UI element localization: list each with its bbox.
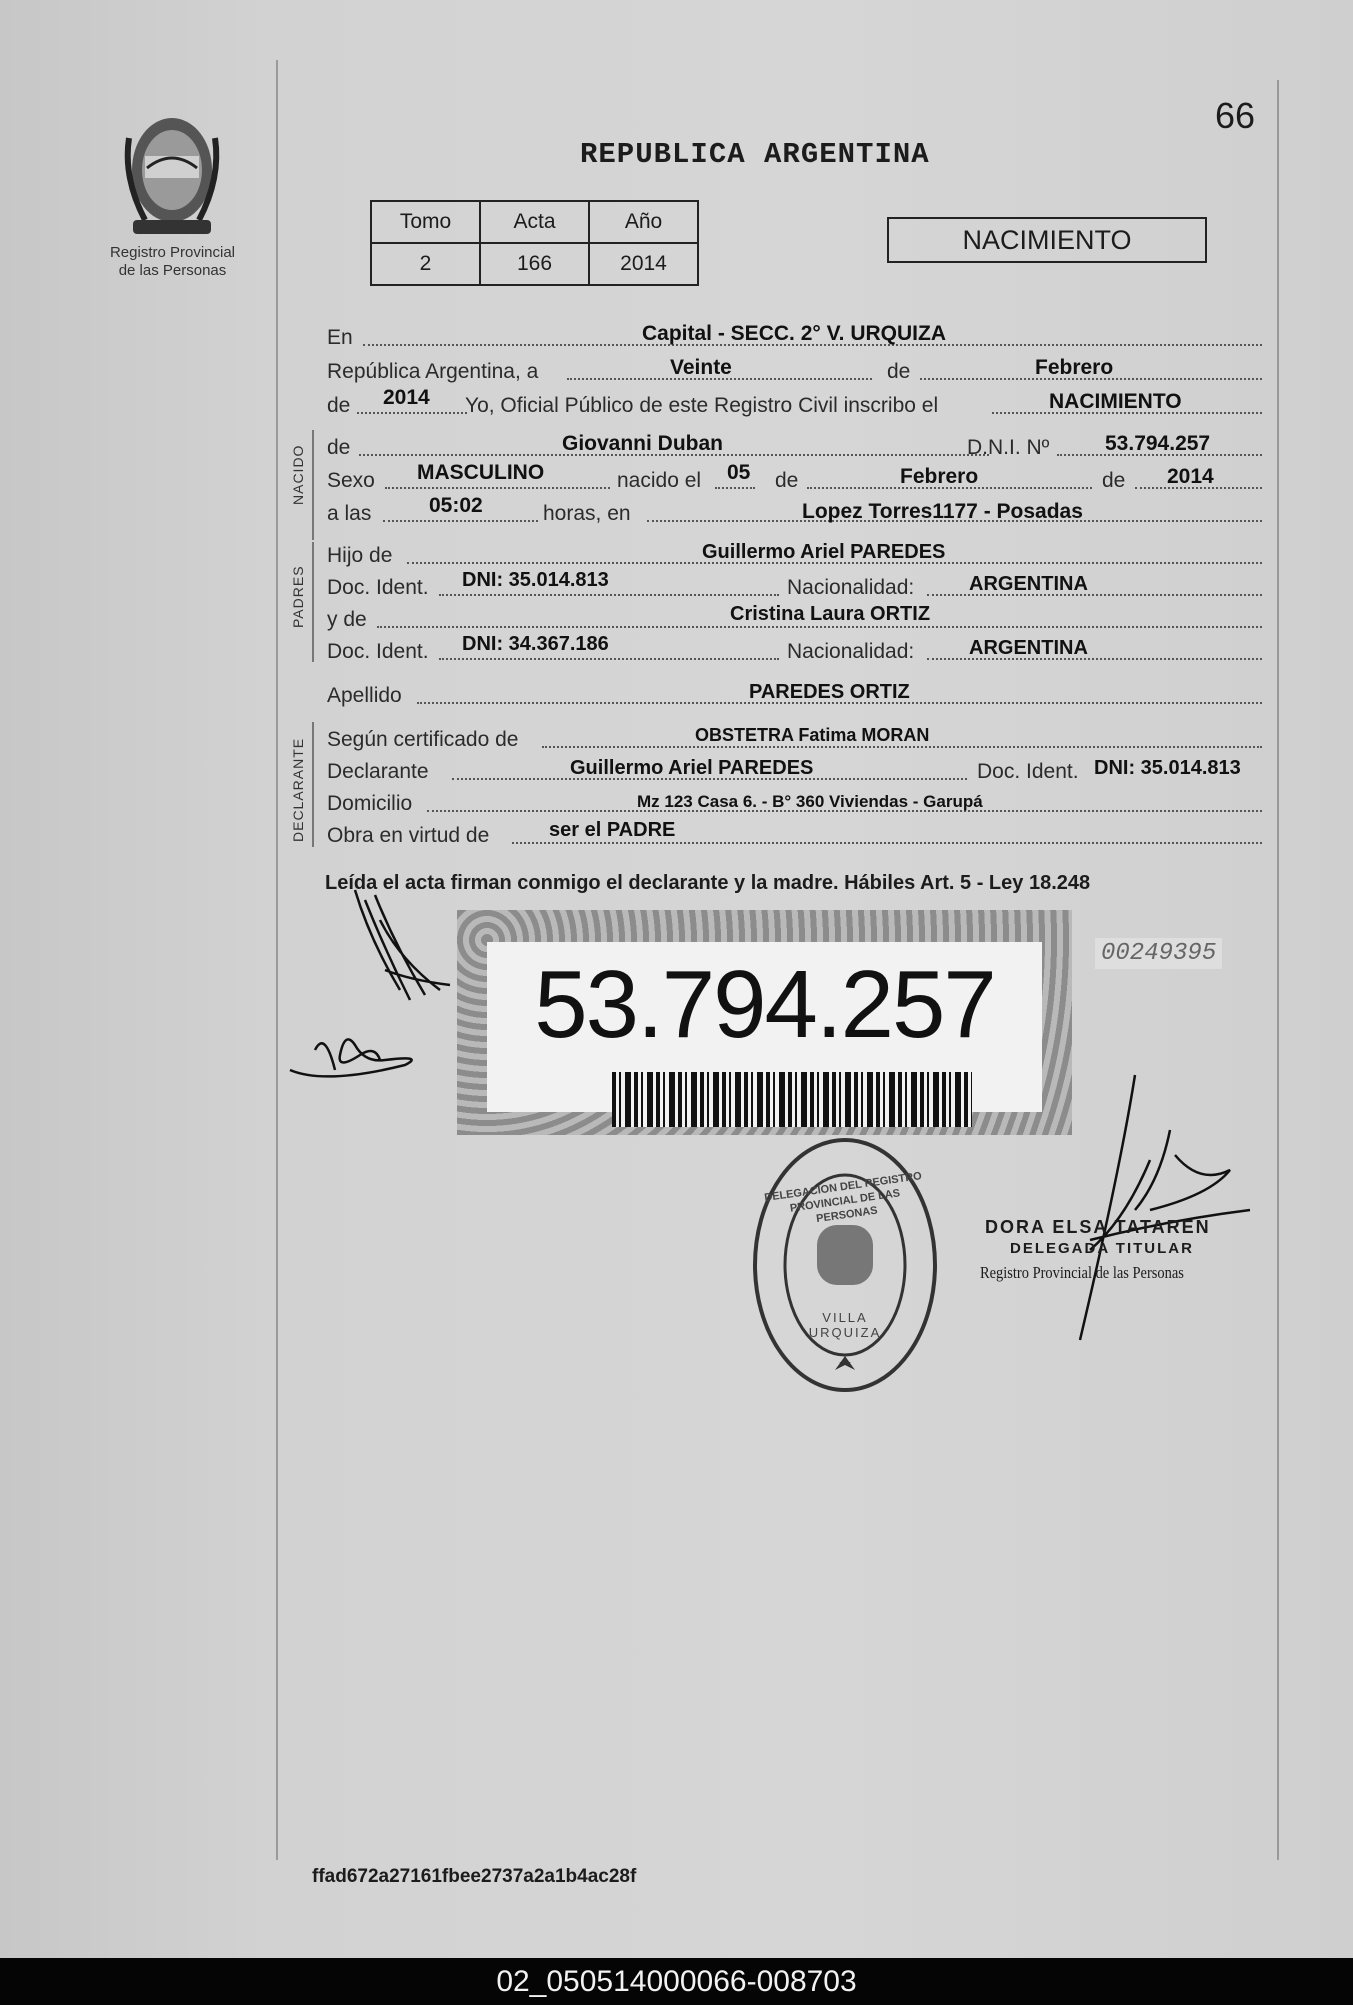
section-divider bbox=[312, 430, 314, 540]
table-header-row bbox=[371, 201, 698, 243]
document-id: 02_050514000066-008703 bbox=[496, 1965, 857, 1998]
label-nacionalidad-padre: Nacionalidad: bbox=[787, 576, 915, 599]
value-nac-dia: 05 bbox=[727, 461, 751, 484]
row-apellido bbox=[327, 680, 1262, 710]
label-doc-ident-madre: Doc. Ident. bbox=[327, 640, 429, 663]
row-sexo-nacimiento bbox=[327, 461, 1262, 495]
value-certificado: OBSTETRA Fatima MORAN bbox=[695, 725, 930, 745]
section-divider bbox=[312, 722, 314, 847]
value-sexo: MASCULINO bbox=[417, 461, 545, 484]
label-y-de: y de bbox=[327, 608, 367, 631]
row-lugar bbox=[327, 322, 1262, 352]
value-nombre: Giovanni Duban bbox=[562, 432, 724, 455]
label-yo-oficial: Yo, Oficial Público de este Registro Civil inscribo el bbox=[465, 394, 939, 417]
official-role: DELEGADA TITULAR bbox=[1010, 1240, 1194, 1257]
label-republica: República Argentina, a bbox=[327, 360, 539, 383]
label-de-nac-anio: de bbox=[1102, 469, 1126, 492]
value-dni: 53.794.257 bbox=[1105, 432, 1211, 455]
value-madre-nacionalidad: ARGENTINA bbox=[969, 637, 1088, 659]
value-padre-doc: DNI: 35.014.813 bbox=[462, 569, 609, 591]
label-declarante: Declarante bbox=[327, 760, 429, 783]
label-horas-en: horas, en bbox=[543, 502, 631, 525]
row-nombre bbox=[327, 432, 1262, 462]
label-domicilio: Domicilio bbox=[327, 792, 413, 815]
value-madre-doc: DNI: 34.367.186 bbox=[462, 633, 609, 655]
province-coat-of-arms-logo bbox=[115, 108, 230, 238]
barcode-label bbox=[487, 942, 1042, 1112]
record-type-box: NACIMIENTO bbox=[887, 217, 1207, 263]
value-lugar-nacimiento: Lopez Torres1177 - Posadas bbox=[802, 500, 1083, 523]
value-dia: Veinte bbox=[670, 356, 732, 379]
dotted-line bbox=[542, 746, 1262, 748]
value-declarante: Guillermo Ariel PAREDES bbox=[570, 757, 814, 779]
label-nacionalidad-madre: Nacionalidad: bbox=[787, 640, 915, 663]
logo-caption-line-1: Registro Provincial bbox=[109, 244, 236, 261]
row-madre-doc bbox=[327, 633, 1262, 666]
value-domicilio: Mz 123 Casa 6. - B° 360 Viviendas - Garupá bbox=[637, 792, 983, 811]
barcode-number: 53.794.257 bbox=[534, 951, 995, 1058]
stamp-ring-text: DELEGACION DEL REGISTRO PROVINCIAL DE LAS PERSONAS bbox=[763, 1170, 923, 1226]
right-margin-line bbox=[1277, 80, 1279, 1860]
closing-note: Leída el acta firman conmigo el declarante y la madre. Hábiles Art. 5 - Ley 18.248 bbox=[325, 872, 1091, 894]
value-padre-nacionalidad: ARGENTINA bbox=[969, 573, 1088, 595]
section-label-padres: PADRES bbox=[290, 565, 306, 628]
dotted-line bbox=[715, 487, 755, 489]
document-hash: ffad672a27161fbee2737a2a1b4ac28f bbox=[312, 1866, 637, 1887]
label-de-nac-mes: de bbox=[775, 469, 799, 492]
dotted-line bbox=[512, 842, 1262, 844]
value-nac-anio: 2014 bbox=[1167, 465, 1214, 488]
label-de-nombre: de bbox=[327, 436, 351, 459]
header-acta: Acta bbox=[480, 201, 589, 243]
dotted-line bbox=[385, 487, 610, 489]
header-anio: Año bbox=[589, 201, 698, 243]
dotted-line bbox=[383, 520, 538, 522]
header-tomo: Tomo bbox=[371, 201, 480, 243]
value-declarante-doc: DNI: 35.014.813 bbox=[1094, 757, 1241, 779]
section-label-nacido: NACIDO bbox=[290, 444, 306, 505]
logo-caption bbox=[95, 244, 250, 280]
label-de-anio: de bbox=[327, 394, 351, 417]
label-apellido: Apellido bbox=[327, 684, 402, 707]
row-padre-doc bbox=[327, 569, 1262, 602]
official-name: DORA ELSA TATAREN bbox=[985, 1217, 1211, 1237]
label-obra: Obra en virtud de bbox=[327, 824, 490, 847]
value-padre: Guillermo Ariel PAREDES bbox=[702, 541, 946, 563]
left-margin-line bbox=[276, 60, 278, 1860]
row-declarante bbox=[327, 756, 1262, 786]
official-office: Registro Provincial de las Personas bbox=[980, 1263, 1184, 1282]
table-value-row bbox=[371, 243, 698, 285]
sticker-serial-number: 00249395 bbox=[1095, 938, 1222, 969]
row-madre bbox=[327, 604, 1262, 634]
value-anio: 2014 bbox=[589, 243, 698, 285]
stamp-inner-text: VILLA URQUIZA bbox=[808, 1310, 882, 1340]
value-acto: NACIMIENTO bbox=[1049, 390, 1182, 413]
logo-caption-line-2: de las Personas bbox=[118, 262, 227, 279]
mother-signature bbox=[285, 1025, 435, 1095]
declarant-signature bbox=[340, 880, 460, 1020]
dotted-line bbox=[357, 412, 467, 414]
row-domicilio bbox=[327, 788, 1262, 818]
value-madre: Cristina Laura ORTIZ bbox=[730, 603, 931, 625]
value-obra: ser el PADRE bbox=[549, 819, 676, 841]
label-nacido-el: nacido el bbox=[617, 469, 702, 492]
row-padre bbox=[327, 540, 1262, 570]
row-inscripcion bbox=[327, 386, 1262, 420]
value-anio: 2014 bbox=[383, 386, 430, 409]
row-hora-lugar bbox=[327, 494, 1262, 528]
label-sexo: Sexo bbox=[327, 469, 375, 492]
value-hora: 05:02 bbox=[429, 494, 483, 517]
value-apellido: PAREDES ORTIZ bbox=[749, 681, 910, 703]
official-signature bbox=[1030, 1070, 1260, 1350]
label-segun-certificado: Según certificado de bbox=[327, 728, 519, 751]
value-mes: Febrero bbox=[1035, 356, 1114, 379]
label-hijo-de: Hijo de bbox=[327, 544, 393, 567]
barcode-bars bbox=[612, 1072, 972, 1127]
dotted-line bbox=[439, 658, 779, 660]
row-obra bbox=[327, 820, 1262, 850]
row-certificado bbox=[327, 724, 1262, 754]
label-doc-ident-declarante: Doc. Ident. bbox=[977, 760, 1079, 783]
document-id-bar bbox=[0, 1958, 1353, 2005]
label-de-mes: de bbox=[887, 360, 911, 383]
label-doc-ident-padre: Doc. Ident. bbox=[327, 576, 429, 599]
label-a-las: a las bbox=[327, 502, 372, 525]
value-nac-mes: Febrero bbox=[900, 465, 979, 488]
section-divider bbox=[312, 542, 314, 662]
value-acta: 166 bbox=[480, 243, 589, 285]
volume-record-year-table bbox=[370, 200, 699, 286]
value-tomo: 2 bbox=[371, 243, 480, 285]
page-number: 66 bbox=[1215, 95, 1256, 136]
label-en: En bbox=[327, 326, 353, 349]
dotted-line bbox=[377, 626, 1262, 628]
document-title: REPUBLICA ARGENTINA bbox=[580, 138, 930, 171]
dotted-line bbox=[439, 594, 779, 596]
dni-barcode-sticker bbox=[457, 910, 1072, 1135]
row-fecha bbox=[327, 356, 1262, 386]
value-lugar: Capital - SECC. 2° V. URQUIZA bbox=[642, 322, 947, 345]
section-label-declarante: DECLARANTE bbox=[290, 737, 306, 842]
label-dni: D.N.I. Nº bbox=[967, 436, 1050, 459]
